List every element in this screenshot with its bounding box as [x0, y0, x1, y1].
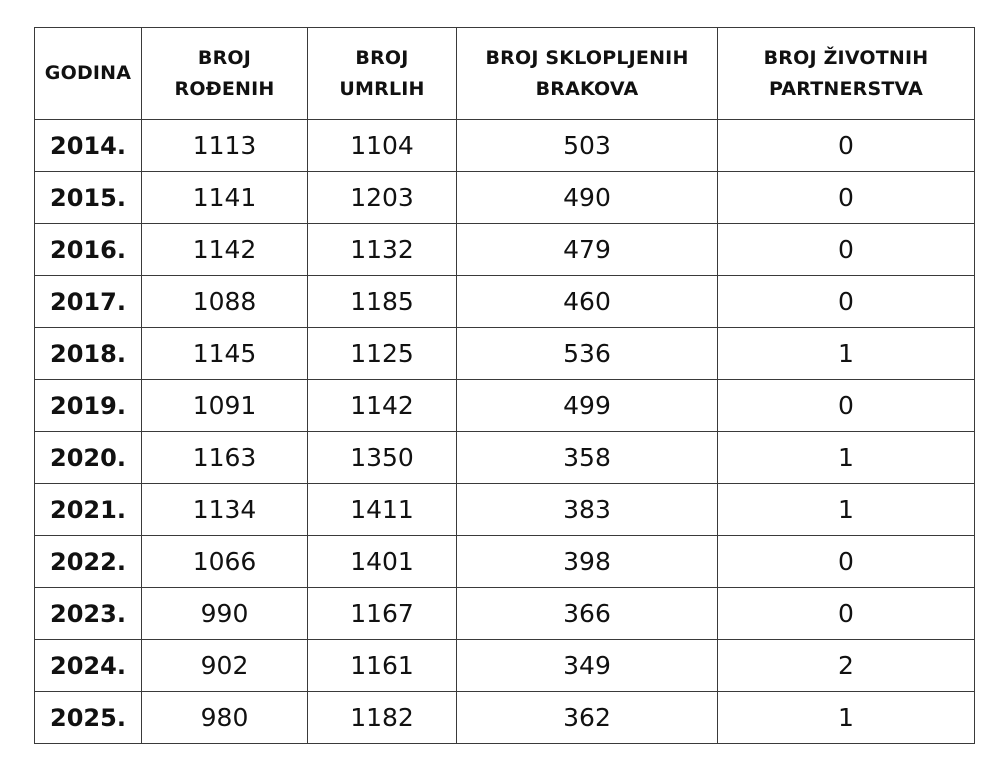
- cell-partnerships: 1: [718, 692, 975, 744]
- table-row: [35, 276, 975, 328]
- cell-died: 1182: [308, 692, 457, 744]
- table-body: [35, 120, 975, 744]
- header-born-line-1: BROJ: [197, 46, 252, 69]
- cell-marriages: 479: [457, 224, 718, 276]
- cell-marriages: 536: [457, 328, 718, 380]
- header-died-line-2: UMRLIH: [339, 77, 425, 100]
- table-row: [35, 588, 975, 640]
- header-died-line-1: BROJ: [355, 46, 409, 69]
- table-row: [35, 536, 975, 588]
- cell-died: 1411: [308, 484, 457, 536]
- cell-died: 1167: [308, 588, 457, 640]
- header-died: [308, 28, 457, 120]
- cell-died: 1132: [308, 224, 457, 276]
- cell-marriages: 358: [457, 432, 718, 484]
- cell-partnerships: 0: [718, 380, 975, 432]
- table-row: [35, 432, 975, 484]
- cell-born: 1066: [142, 536, 308, 588]
- cell-partnerships: 0: [718, 120, 975, 172]
- table-row: [35, 224, 975, 276]
- cell-year: 2015.: [35, 172, 142, 224]
- cell-year: 2021.: [35, 484, 142, 536]
- cell-died: 1142: [308, 380, 457, 432]
- cell-partnerships: 1: [718, 432, 975, 484]
- cell-marriages: 383: [457, 484, 718, 536]
- header-partnerships-line-2: PARTNERSTVA: [768, 77, 924, 100]
- cell-died: 1203: [308, 172, 457, 224]
- table-row: [35, 172, 975, 224]
- cell-born: 902: [142, 640, 308, 692]
- header-marriages-line-1: BROJ SKLOPLJENIH: [485, 46, 689, 69]
- cell-year: 2019.: [35, 380, 142, 432]
- cell-born: 1142: [142, 224, 308, 276]
- cell-partnerships: 0: [718, 172, 975, 224]
- cell-marriages: 362: [457, 692, 718, 744]
- cell-marriages: 503: [457, 120, 718, 172]
- table-row: [35, 692, 975, 744]
- table-row: [35, 120, 975, 172]
- cell-marriages: 366: [457, 588, 718, 640]
- cell-born: 1088: [142, 276, 308, 328]
- cell-born: 980: [142, 692, 308, 744]
- cell-died: 1401: [308, 536, 457, 588]
- header-marriages: [457, 28, 718, 120]
- cell-born: 1091: [142, 380, 308, 432]
- header-year: [35, 28, 142, 120]
- cell-partnerships: 0: [718, 224, 975, 276]
- cell-born: 1113: [142, 120, 308, 172]
- table-row: [35, 380, 975, 432]
- cell-year: 2022.: [35, 536, 142, 588]
- cell-partnerships: 0: [718, 588, 975, 640]
- cell-year: 2018.: [35, 328, 142, 380]
- cell-born: 1163: [142, 432, 308, 484]
- cell-born: 1141: [142, 172, 308, 224]
- cell-year: 2025.: [35, 692, 142, 744]
- cell-year: 2023.: [35, 588, 142, 640]
- header-marriages-line-2: BRAKOVA: [535, 77, 639, 100]
- cell-partnerships: 2: [718, 640, 975, 692]
- cell-born: 1145: [142, 328, 308, 380]
- cell-born: 1134: [142, 484, 308, 536]
- cell-died: 1185: [308, 276, 457, 328]
- cell-partnerships: 0: [718, 536, 975, 588]
- cell-marriages: 460: [457, 276, 718, 328]
- cell-marriages: 490: [457, 172, 718, 224]
- cell-died: 1104: [308, 120, 457, 172]
- cell-marriages: 398: [457, 536, 718, 588]
- cell-marriages: 349: [457, 640, 718, 692]
- header-row: [35, 28, 975, 120]
- header-partnerships-line-1: BROJ ŽIVOTNIH: [763, 46, 929, 69]
- header-year-line-1: GODINA: [44, 62, 132, 84]
- cell-year: 2024.: [35, 640, 142, 692]
- cell-died: 1125: [308, 328, 457, 380]
- cell-partnerships: 0: [718, 276, 975, 328]
- cell-partnerships: 1: [718, 328, 975, 380]
- cell-year: 2020.: [35, 432, 142, 484]
- cell-year: 2017.: [35, 276, 142, 328]
- statistics-table: [34, 27, 975, 744]
- table-row: [35, 484, 975, 536]
- cell-born: 990: [142, 588, 308, 640]
- cell-year: 2014.: [35, 120, 142, 172]
- cell-partnerships: 1: [718, 484, 975, 536]
- header-born: [142, 28, 308, 120]
- cell-died: 1350: [308, 432, 457, 484]
- table-header: [35, 28, 975, 120]
- table-row: [35, 640, 975, 692]
- header-born-line-2: ROĐENIH: [174, 77, 275, 100]
- cell-year: 2016.: [35, 224, 142, 276]
- cell-died: 1161: [308, 640, 457, 692]
- table-row: [35, 328, 975, 380]
- header-partnerships: [718, 28, 975, 120]
- cell-marriages: 499: [457, 380, 718, 432]
